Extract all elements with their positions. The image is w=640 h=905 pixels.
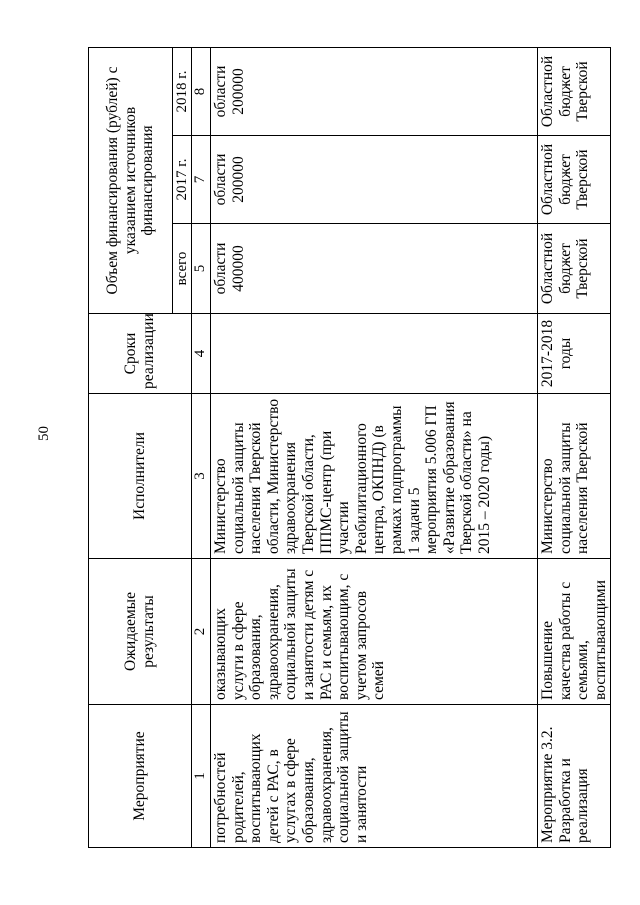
column-number: 2 [192, 559, 211, 705]
header-executors: Исполнители [89, 394, 192, 559]
period-cell [211, 314, 538, 394]
year-2018-cell: области 200000 [211, 47, 538, 135]
column-number-row [192, 47, 211, 847]
page-number: 50 [36, 426, 52, 441]
total-cell: Областной бюджет Тверской [538, 224, 611, 314]
year-2017-cell: Областной бюджет Тверской [538, 136, 611, 224]
table-row [538, 47, 611, 847]
event-cell: потребностей родителей, воспитывающих детей с РАС, в услугах в сфере образования, здравоохранения, социальной защиты и занятости [211, 705, 538, 848]
year-2017-cell: области 200000 [211, 136, 538, 224]
total-cell: области 400000 [211, 224, 538, 314]
rotated-table-container [88, 48, 609, 848]
column-number: 4 [192, 314, 211, 394]
header-2017: 2017 г. [173, 136, 192, 224]
header-event: Мероприятие [89, 705, 192, 848]
financing-table [88, 47, 611, 848]
column-number: 7 [192, 136, 211, 224]
year-2018-cell: Областной бюджет Тверской [538, 47, 611, 135]
column-number: 8 [192, 47, 211, 135]
header-financing: Объем финансирования (рублей) с указанием источников финансирования [89, 47, 173, 313]
column-number: 1 [192, 705, 211, 848]
period-cell: 2017-2018 годы [538, 314, 611, 394]
header-results: Ожидаемые результаты [89, 559, 192, 705]
table-row [211, 47, 538, 847]
header-2018: 2018 г. [173, 47, 192, 135]
column-number: 3 [192, 394, 211, 559]
header-period: Сроки реализации [89, 314, 192, 394]
executors-cell: Министерство социальной защиты населения Тверской [538, 394, 611, 559]
header-total: всего [173, 224, 192, 314]
event-cell: Мероприятие 3.2. Разработка и реализация [538, 705, 611, 848]
results-cell: оказывающих услуги в сфере образования, здравоохранения, социальной защиты и занятости детям с РАС и семьям, их воспитывающим, с учетом запросов семей [211, 559, 538, 705]
column-number: 5 [192, 224, 211, 314]
executors-cell: Министерство социальной защиты населения Тверской области, Министерство здравоохранения Тверской области, ППМС-центр (при участии Реабилитационного центра, ОКПНД) (в рамках подпрограммы 1 задачи 5 мероприятия 5.006 ГП «Развитие образования Тверской области» на 2015 – 2020 годы) [211, 394, 538, 559]
results-cell: Повышение качества работы с семьями, воспитывающими [538, 559, 611, 705]
